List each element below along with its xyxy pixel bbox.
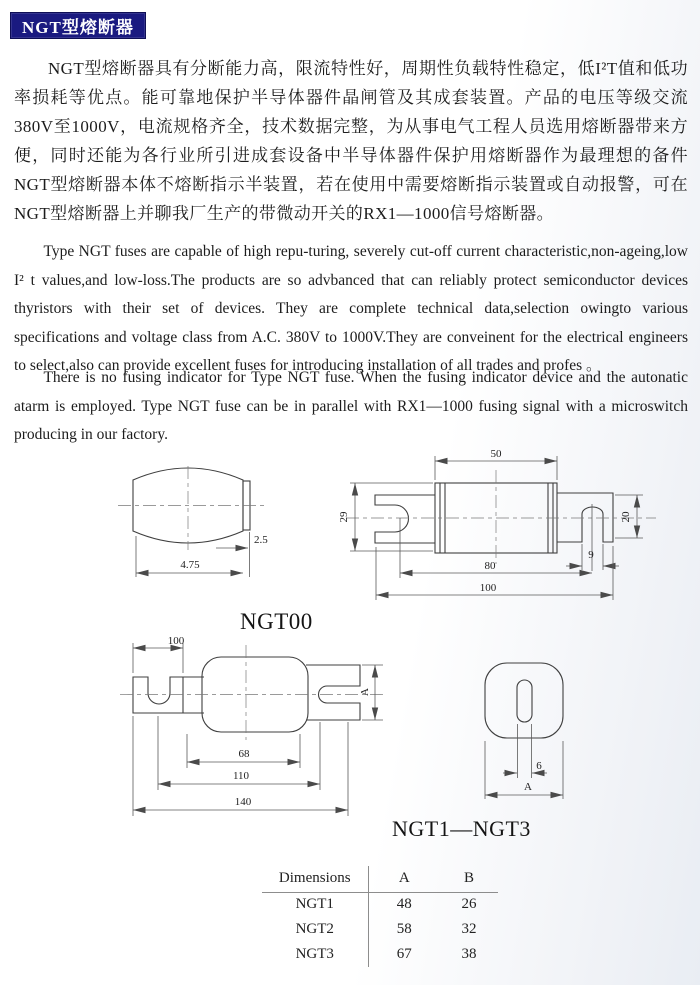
dim-label: 50	[490, 448, 502, 460]
table-header-row	[262, 866, 498, 892]
value-a-cell: 58	[396, 921, 412, 937]
value-b-cell: 32	[461, 921, 477, 937]
section-header-bar	[10, 12, 146, 39]
column-header-a: A	[368, 866, 440, 892]
paragraph-english-description: Type NGT fuses are capable of high repu-turing, severely cut-off current characteristic,non-ageing,low I² t values,and low-loss.The products are so advbanced that can reliably protect semiconductor devices thyristors with their set of devices. They are complete technical data,selection owingto various specifications and voltage class from A.C. 380V to 1000V.They are conveinent for the electrical engineers to select,also can provide excellent fuses for introducing installation of all trades and profes 。	[14, 243, 688, 374]
value-a-cell: 67	[396, 946, 412, 962]
value-b-cell: 26	[461, 896, 477, 913]
dim-label: 68	[238, 748, 250, 760]
dim-label: 110	[232, 770, 250, 782]
figure-ngt00-barrel-view	[118, 466, 268, 577]
figure-caption-ngt00: NGT00	[240, 609, 313, 634]
column-header-b: B	[440, 866, 498, 892]
figure-ngt00-front-view	[338, 448, 656, 600]
dim-label: 29	[338, 511, 350, 523]
model-cell: NGT3	[262, 942, 368, 967]
table-row	[262, 892, 498, 917]
table-row	[262, 942, 498, 967]
column-header-dimensions: Dimensions	[262, 866, 368, 892]
paragraph-chinese-description: NGT型熔断器具有分断能力高，限流特性好，周期性负载特性稳定，低I²T值和低功率损耗等优点。能可靠地保护半导体器件晶闸管及其成套装置。产品的电压等级交流380V至1000V，电流规格齐全，技术数据完整，为从事电气工程人员选用熔断器带来方便，同时还能为各行业所引进成套设备中半导体器件保护用熔断器作为最理想的备件NGT型熔断器本体不熔断指示半装置，若在使用中需要熔断指示装置或自动报警，可在NGT型熔断器上并聊我厂生产的带微动开关的RX1—1000信号熔断器。	[14, 59, 688, 223]
dim-label: 2.5	[254, 534, 268, 546]
dim-label: A	[524, 781, 532, 793]
end-cap-outline	[485, 663, 563, 738]
model-cell: NGT1	[262, 892, 368, 917]
figure-ngt13-end-view	[485, 663, 563, 799]
right-blade-terminal	[306, 665, 360, 720]
dim-label: 80	[484, 560, 496, 572]
dim-label: 4.75	[180, 559, 200, 571]
page-title: NGT型熔断器	[22, 18, 134, 37]
dimensions-table	[262, 866, 498, 967]
dim-label: 100	[479, 582, 497, 594]
paragraph-english-indicator-note: There is no fusing indicator for Type NGT fuse. When the fusing indicator device and the autonatic atarm is employed. Type NGT fuse can be in parallel with RX1—1000 fusing signal with a microswitch producing in our factory.	[14, 369, 688, 443]
dim-label: 140	[234, 796, 252, 808]
figure-ngt13-front-view	[120, 635, 385, 816]
model-cell: NGT2	[262, 917, 368, 942]
dim-label: 6	[536, 760, 542, 772]
technical-drawings	[0, 440, 700, 860]
dim-label: 20	[620, 511, 632, 523]
figure-caption-ngt1-ngt3: NGT1—NGT3	[392, 816, 531, 841]
value-b-cell: 38	[461, 946, 477, 962]
left-blade-terminal	[133, 677, 204, 713]
table-row	[262, 917, 498, 942]
value-a-cell: 48	[396, 896, 412, 913]
right-blade-terminal	[557, 493, 613, 542]
left-blade-terminal	[375, 495, 435, 543]
dim-label: 100	[167, 635, 185, 647]
slot-outline	[517, 680, 532, 722]
dim-label: 9	[588, 549, 594, 561]
dim-label: A	[359, 688, 371, 696]
